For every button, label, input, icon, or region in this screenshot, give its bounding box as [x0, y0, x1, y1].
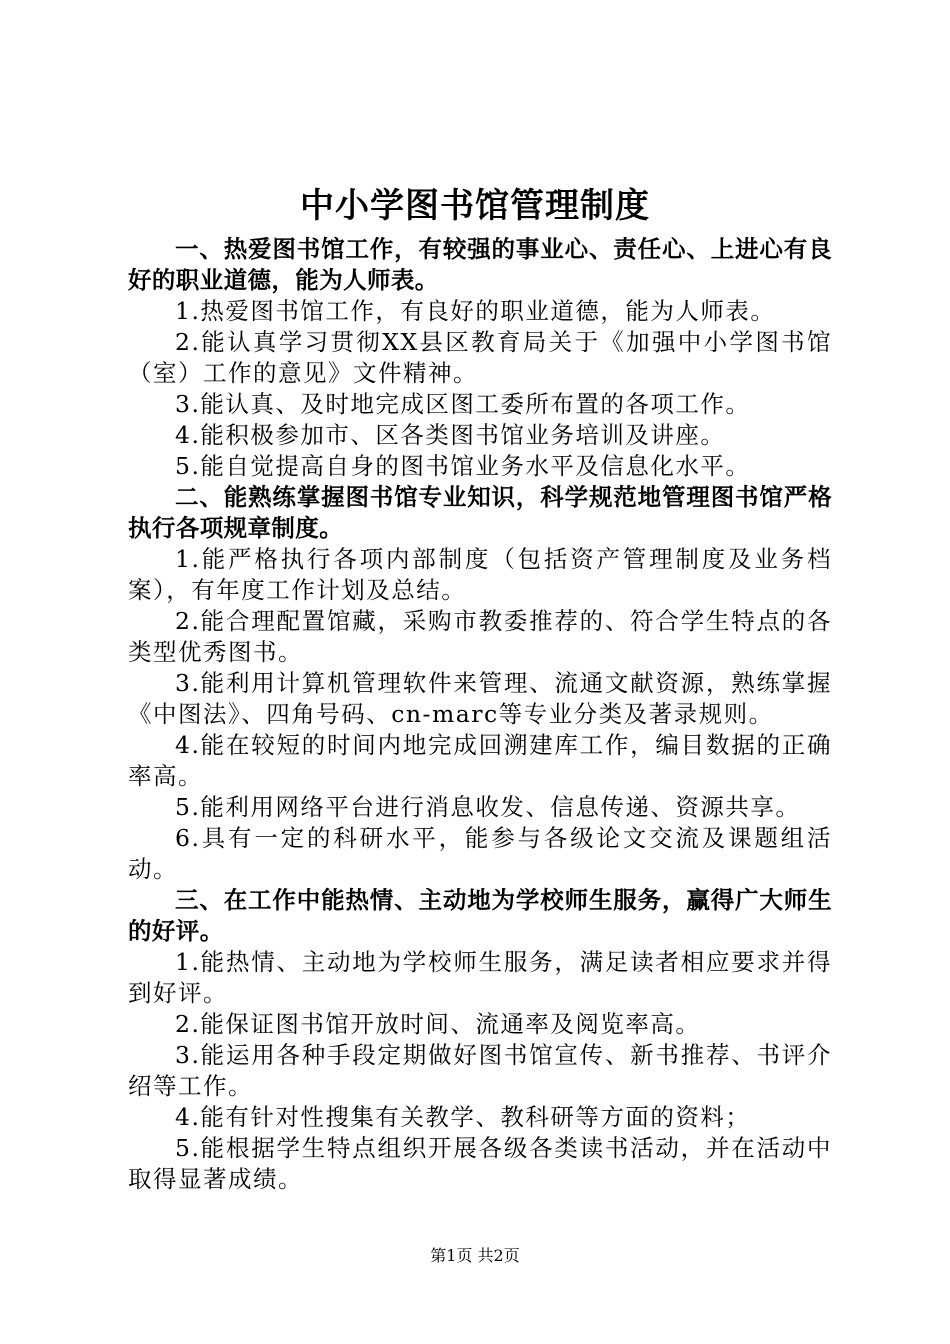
- section-3-item: 4.能有针对性搜集有关教学、教科研等方面的资料；: [175, 1103, 751, 1131]
- section-2-item: 2.能合理配置馆藏，采购市教委推荐的、符合学生特点的各类型优秀图书。: [128, 607, 832, 666]
- document-title: 中小学图书馆管理制度: [300, 186, 650, 226]
- section-2-item: 4.能在较短的时间内地完成回溯建库工作，编目数据的正确率高。: [128, 731, 832, 790]
- section-1-item: 4.能积极参加市、区各类图书馆业务培训及讲座。: [175, 421, 726, 449]
- section-1-item: 3.能认真、及时地完成区图工委所布置的各项工作。: [175, 390, 751, 418]
- section-2-item: 1.能严格执行各项内部制度（包括资产管理制度及业务档案），有年度工作计划及总结。: [128, 545, 832, 604]
- section-1-item: 1.热爱图书馆工作，有良好的职业道德，能为人师表。: [175, 297, 776, 325]
- document-body: [128, 234, 832, 1195]
- section-heading-1: 一、热爱图书馆工作，有较强的事业心、责任心、上进心有良好的职业道德，能为人师表。: [128, 235, 832, 294]
- section-3-item: 3.能运用各种手段定期做好图书馆宣传、新书推荐、书评介绍等工作。: [128, 1041, 832, 1100]
- section-2-item: 6.具有一定的科研水平，能参与各级论文交流及课题组活动。: [128, 824, 832, 883]
- section-2-item: 5.能利用网络平台进行消息收发、信息传递、资源共享。: [175, 793, 801, 821]
- section-3-item: 2.能保证图书馆开放时间、流通率及阅览率高。: [175, 1010, 701, 1038]
- section-3-item: 1.能热情、主动地为学校师生服务，满足读者相应要求并得到好评。: [128, 948, 832, 1007]
- section-1-item: 2.能认真学习贯彻XX县区教育局关于《加强中小学图书馆（室）工作的意见》文件精神。: [128, 328, 832, 387]
- section-1-item: 5.能自觉提高自身的图书馆业务水平及信息化水平。: [175, 452, 751, 480]
- page-number-footer: 第1页 共2页: [430, 1246, 520, 1265]
- section-heading-3: 三、在工作中能热情、主动地为学校师生服务，赢得广大师生的好评。: [128, 886, 832, 945]
- section-2-item: 3.能利用计算机管理软件来管理、流通文献资源，熟练掌握《中图法》、四角号码、cn-marc等专业分类及著录规则。: [128, 669, 832, 728]
- section-3-item: 5.能根据学生特点组织开展各级各类读书活动，并在活动中取得显著成绩。: [128, 1134, 832, 1193]
- section-heading-2: 二、能熟练掌握图书馆专业知识，科学规范地管理图书馆严格执行各项规章制度。: [128, 483, 832, 542]
